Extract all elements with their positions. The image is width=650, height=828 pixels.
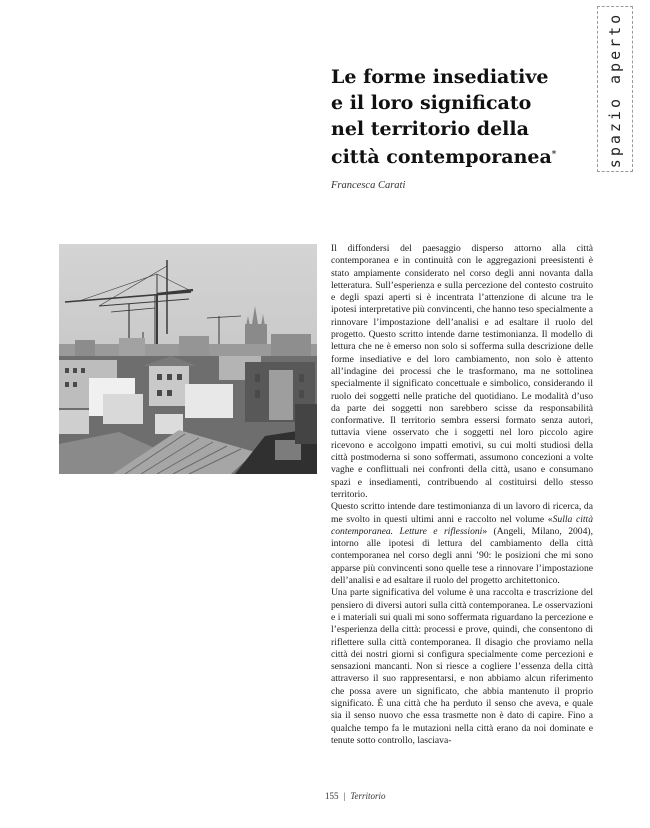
book-title: Sulla città contemporanea. Letture e riflessioni [331,513,593,537]
section-label: spazio aperto [606,11,624,169]
city-skyline-photo [59,244,317,474]
page-footer [325,791,386,801]
title-line-4: città contemporanea [331,146,552,168]
photo-drawing [59,244,317,474]
article-body [331,243,593,747]
author-name: Francesca Carati [331,180,406,191]
footnote-mark: * [551,150,557,160]
page-number: 155 [325,791,339,801]
journal-name: Territorio [350,791,386,801]
title-line-3: nel territorio della [331,118,529,140]
section-tab [597,6,633,172]
article-title [331,64,571,170]
title-line-2: e il loro significato [331,92,532,114]
footer-separator: | [343,791,346,801]
body-paragraph [331,501,593,587]
title-line-1: Le forme insediative [331,66,549,88]
paragraph-text: » (Angeli, Milano, 2004), intorno alle ipotesi di lettura del cambiamento della città contemporanea nel corso degli anni ’90: le posizioni che mi sono apparse più convincenti sono quelle tese a rinnovare l’impostazione dell’analisi e ad esaltare il ruolo del progetto architettonico. [331,525,593,587]
body-paragraph: Una parte significativa del volume è una raccolta e trascrizione del pensiero di diversi autori sulla città contemporanea. Le osservazioni e i materiali sui quali mi sono soffermata riguardano la percezione e l’esperienza della città: processi e prove, quindi, che consentono di riflettere sulla città contemporanea. Il disagio che proviamo nella città dei nostri giorni si configura specialmente come percezioni e sensazioni mancanti. Non si riesce a cogliere l’essenza della città attraverso il suo rappresentarsi, e non abbiamo alcun riferimento che possa avere un significato, che abbia mantenuto il proprio significato. È una città che ha perduto il senso che aveva, e quale sia il senso nuovo che essa trasmette non è dato di capire. Fino a qualche tempo fa le mutazioni nella città erano da noi dominate e tenute sotto controllo, lasciava- [331,587,593,746]
body-paragraph: Il diffondersi del paesaggio disperso attorno alla città contemporanea e in continuità con le aggregazioni preesistenti è stato ampiamente considerato nel corso degli anni novanta dalla letteratura. Sull’esperienza e sulla percezione del contesto costruito e degli spazi aperti si è incentrata l’attenzione di alcune tra le ipotesi interpretative più convincenti, che hanno teso specialmente a rinnovare l’impostazione dell’analisi e ad esaltare il ruolo del progetto. Questo scritto intende darne testimonianza. Il modello di lettura che ne è emerso non solo si sofferma sulla descrizione delle forme insediative e del loro cambiamento, non solo è attento all’indagine dei processi che le trasformano, ma ne sottolinea specialmente il significato concettuale e simbolico, considerando il ruolo dei soggetti nelle pratiche del quotidiano. Le modalità d’uso da parte dei soggetti non sarebbero scisse da responsabilità conformative. Il territorio sembra essersi formato senza autori, tuttavia viene osservato che i soggetti nel loro piccolo agire ricevono e accolgono impatti emotivi, su cui molti studiosi della città postmoderna si sono soffermati, assumono concezioni a volte vaghe e conflittuali nei confronti della città, usano e consumano spazi e insediamenti, contribuendo al costituirsi dello stesso territorio. [331,243,593,500]
paragraph-text: Questo scritto intende dare testimonianza di un lavoro di ricerca, da me svolto in questi ultimi anni e raccolto nel volume « [331,501,593,525]
